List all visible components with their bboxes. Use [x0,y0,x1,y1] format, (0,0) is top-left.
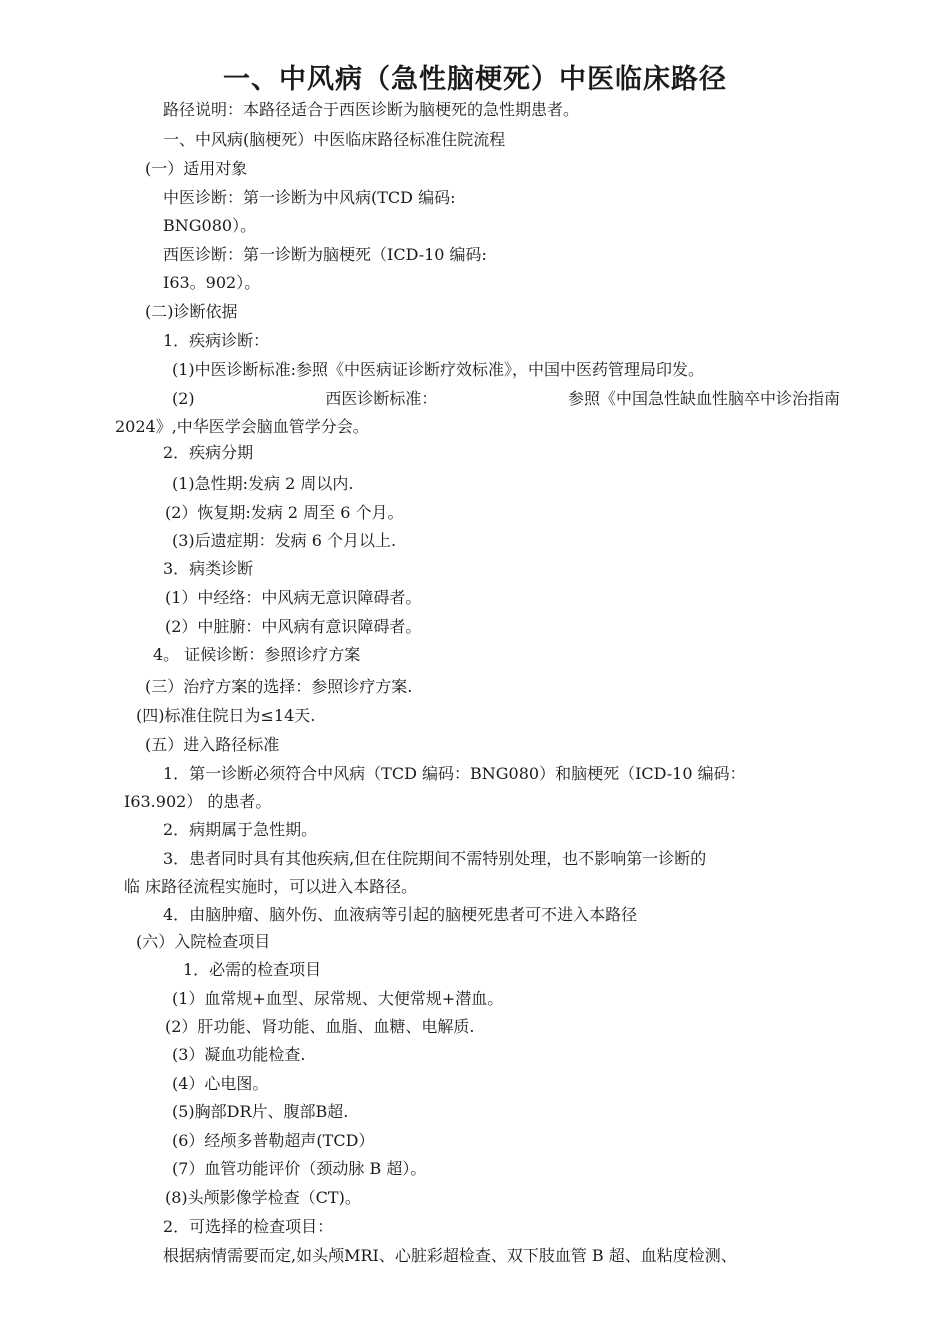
list-item: (4）心电图。 [172,1074,269,1093]
item-heading: 4。 证候诊断：参照诊疗方案 [153,645,361,664]
section-heading: 一、中风病(脑梗死）中医临床路径标准住院流程 [163,130,506,149]
paragraph-line: 临 床路径流程实施时，可以进入本路径。 [124,877,418,896]
paragraph-fragment: 参照《中国急性缺血性脑卒中诊治指南 [567,389,840,408]
paragraph-line: 根据病情需要而定,如头颅MRI、心脏彩超检查、双下肢血管 B 超、血粘度检测、 [163,1246,737,1265]
paragraph-fragment: 西医诊断标准： [325,389,438,408]
paragraph-line: BNG080）。 [163,216,257,235]
paragraph-line: 西医诊断：第一诊断为脑梗死（ICD-10 编码: [163,245,487,264]
item-heading: 3．病类诊断 [163,559,254,578]
paragraph-line: I63.902） 的患者。 [124,792,272,811]
list-item: (8)头颅影像学检查（CT)。 [165,1188,361,1207]
paragraph-line: (1)中医诊断标准:参照《中医病证诊断疗效标准》，中国中医药管理局印发。 [172,360,705,379]
paragraph-line: 1．第一诊断必须符合中风病（TCD 编码：BNG080）和脑梗死（ICD-10 编码： [163,764,746,783]
paragraph-line: 4．由脑肿瘤、脑外伤、血液病等引起的脑梗死患者可不进入本路径 [163,905,638,924]
path-note: 路径说明：本路径适合于西医诊断为脑梗死的急性期患者。 [163,100,580,119]
subsection-heading: (一）适用对象 [145,159,248,178]
list-item: (1）血常规+血型、尿常规、大便常规+潜血。 [172,989,504,1008]
item-number: (2) [172,389,195,408]
justified-line [172,389,840,409]
item-heading: 2．疾病分期 [163,443,254,462]
list-item: (7）血管功能评价（颈动脉 B 超）。 [172,1159,427,1178]
paragraph-line: 3．患者同时具有其他疾病,但在住院期间不需特别处理，也不影响第一诊断的 [163,849,707,868]
document-title: 一、中风病（急性脑梗死）中医临床路径 [223,64,727,95]
paragraph-line: (2）恢复期:发病 2 周至 6 个月。 [165,503,404,522]
list-item: (5)胸部DR片、腹部B超. [172,1102,349,1121]
paragraph-line: (2）中脏腑：中风病有意识障碍者。 [165,617,422,636]
subsection-heading: (六）入院检查项目 [136,932,271,951]
list-item: (3）凝血功能检查. [172,1045,306,1064]
paragraph-line: 中医诊断：第一诊断为中风病(TCD 编码: [163,188,456,207]
paragraph-line: I63。902）。 [163,273,261,292]
subsection-heading: (五）进入路径标准 [145,735,280,754]
paragraph-line: 2．病期属于急性期。 [163,820,318,839]
paragraph-line: (3)后遗症期：发病 6 个月以上. [172,531,397,550]
item-heading: 1．疾病诊断： [163,331,270,350]
subsection-heading: (四)标准住院日为≤14天. [136,706,316,725]
paragraph-line: (1)急性期:发病 2 周以内. [172,474,354,493]
paragraph-line: 2024》,中华医学会脑血管学分会。 [115,417,369,436]
paragraph-line: (1）中经络：中风病无意识障碍者。 [165,588,422,607]
list-item: (6）经颅多普勒超声(TCD） [172,1131,375,1150]
subsection-heading: (三）治疗方案的选择：参照诊疗方案. [145,677,413,696]
item-heading: 1．必需的检查项目 [183,960,322,979]
list-item: (2）肝功能、肾功能、血脂、血糖、电解质. [165,1017,475,1036]
subsection-heading: (二)诊断依据 [145,302,238,321]
item-heading: 2．可选择的检查项目： [163,1217,334,1236]
